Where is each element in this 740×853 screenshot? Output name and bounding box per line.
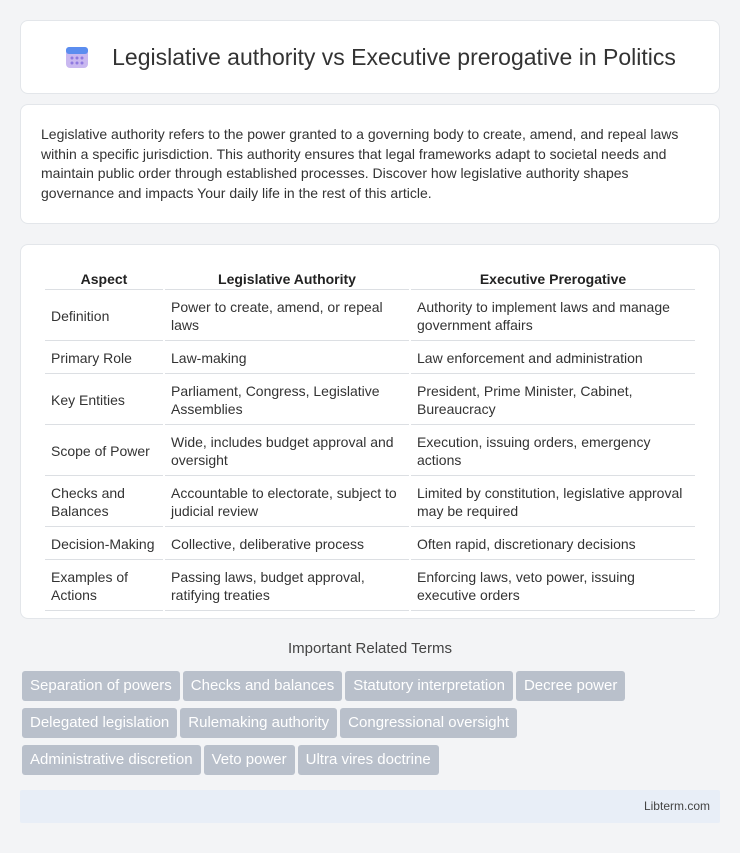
cell-executive: Enforcing laws, veto power, issuing executive orders xyxy=(411,562,695,611)
related-term-tag[interactable]: Separation of powers xyxy=(22,671,180,701)
cell-legislative: Wide, includes budget approval and oversight xyxy=(165,427,409,476)
table-header-row xyxy=(45,267,695,290)
table-row xyxy=(45,427,695,476)
footer xyxy=(20,790,720,823)
intro-card xyxy=(20,104,720,224)
related-term-tag[interactable]: Ultra vires doctrine xyxy=(298,745,439,775)
table-row xyxy=(45,292,695,341)
related-term-tag[interactable]: Administrative discretion xyxy=(22,745,201,775)
cell-executive: Limited by constitution, legislative approval may be required xyxy=(411,478,695,527)
header-executive: Executive Prerogative xyxy=(411,267,695,290)
cell-executive: President, Prime Minister, Cabinet, Bureaucracy xyxy=(411,376,695,425)
related-term-tag[interactable]: Veto power xyxy=(204,745,295,775)
related-term-tag[interactable]: Checks and balances xyxy=(183,671,342,701)
related-term-tag[interactable]: Decree power xyxy=(516,671,625,701)
cell-aspect: Examples of Actions xyxy=(45,562,163,611)
cell-legislative: Power to create, amend, or repeal laws xyxy=(165,292,409,341)
cell-aspect: Checks and Balances xyxy=(45,478,163,527)
footer-site-link[interactable]: Libterm.com xyxy=(643,799,710,813)
table-row xyxy=(45,376,695,425)
related-term-tag[interactable]: Statutory interpretation xyxy=(345,671,513,701)
cell-aspect: Primary Role xyxy=(45,343,163,374)
cell-executive: Often rapid, discretionary decisions xyxy=(411,529,695,560)
related-term-tag[interactable]: Delegated legislation xyxy=(22,708,177,738)
calendar-icon xyxy=(64,44,90,70)
comparison-table-card xyxy=(20,244,720,619)
comparison-table xyxy=(43,265,697,613)
header-legislative: Legislative Authority xyxy=(165,267,409,290)
related-terms-list xyxy=(22,671,722,782)
table-row xyxy=(45,529,695,560)
cell-executive: Execution, issuing orders, emergency actions xyxy=(411,427,695,476)
cell-legislative: Parliament, Congress, Legislative Assemblies xyxy=(165,376,409,425)
title-card xyxy=(20,20,720,94)
cell-legislative: Accountable to electorate, subject to judicial review xyxy=(165,478,409,527)
cell-aspect: Definition xyxy=(45,292,163,341)
related-term-tag[interactable]: Rulemaking authority xyxy=(180,708,337,738)
cell-executive: Authority to implement laws and manage government affairs xyxy=(411,292,695,341)
table-row xyxy=(45,343,695,374)
table-row xyxy=(45,478,695,527)
table-row xyxy=(45,562,695,611)
cell-aspect: Decision-Making xyxy=(45,529,163,560)
cell-aspect: Key Entities xyxy=(45,376,163,425)
cell-executive: Law enforcement and administration xyxy=(411,343,695,374)
page-title: Legislative authority vs Executive prerogative in Politics xyxy=(112,43,676,70)
cell-legislative: Law-making xyxy=(165,343,409,374)
cell-legislative: Collective, deliberative process xyxy=(165,529,409,560)
intro-text: Legislative authority refers to the power granted to a governing body to create, amend, and repeal laws within a specific jurisdiction. This authority ensures that legal frameworks adapt to societal needs and maintain public order through established processes. Discover how legislative authority shapes governance and impacts Your daily life in the rest of this article. xyxy=(41,126,679,201)
related-terms-title: Important Related Terms xyxy=(288,640,452,657)
related-term-tag[interactable]: Congressional oversight xyxy=(340,708,517,738)
cell-aspect: Scope of Power xyxy=(45,427,163,476)
cell-legislative: Passing laws, budget approval, ratifying treaties xyxy=(165,562,409,611)
header-aspect: Aspect xyxy=(45,267,163,290)
